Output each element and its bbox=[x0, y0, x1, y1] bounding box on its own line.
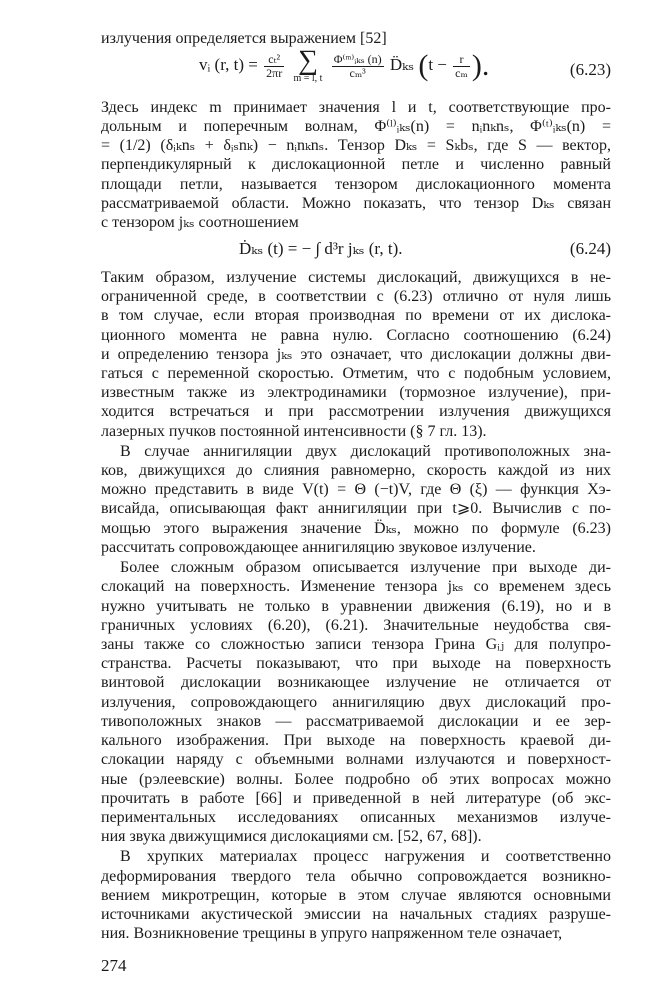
text-line: мощью этого выражения значение D̈ₖₛ, можно по формуле (6.23) bbox=[101, 519, 611, 537]
eq-arg: t − bbox=[428, 55, 447, 75]
equation-body bbox=[101, 45, 490, 85]
text-line: ходится встречаться и при рассмотрении излучения движущихся bbox=[101, 403, 611, 421]
fraction-denominator: cₘ³ bbox=[349, 65, 366, 80]
text-line: заны также со сложностью записи тензора Грина Gᵢⱼ для полупро- bbox=[101, 635, 611, 653]
text-line: граничных условиях (6.20), (6.21). Значительные неудобства свя- bbox=[101, 616, 611, 634]
text-line: ния звука движущимися дислокациями см. [52, 67, 68]). bbox=[101, 828, 482, 846]
text-line: излучения, сопровождающего аннигиляцию двух дислокаций про- bbox=[101, 693, 611, 711]
text-line: ограниченной среде, в соответствии с (6.23) отлично от нуля лишь bbox=[101, 288, 611, 306]
fraction-numerator: Φ⁽ᵐ⁾ᵢₖₛ (n) bbox=[333, 51, 382, 66]
sum-sign: ∑ bbox=[297, 45, 318, 77]
text-line: ния. Возникновение трещины в упруго напряженном теле означает, bbox=[101, 925, 563, 942]
summation bbox=[293, 45, 323, 85]
equation-number: (6.24) bbox=[569, 239, 611, 259]
fraction bbox=[453, 53, 470, 80]
fraction bbox=[332, 53, 384, 80]
fraction-denominator: 2πr bbox=[266, 65, 283, 80]
text-line: и определению тензора jₖₛ это означает, что дислокации должны дви- bbox=[101, 345, 611, 363]
text-line: рассчитать сопровождающее аннигиляцию звуковое излучение. bbox=[101, 538, 536, 556]
text-line: в том случае, если вторая производная по времени от их дислока- bbox=[101, 307, 611, 325]
equation-body: Ḋₖₛ (t) = − ∫ d³r jₖₛ (r, t). bbox=[239, 239, 403, 259]
fraction-denominator: cₘ bbox=[455, 65, 468, 80]
text-line: винтовой дислокации возникающее излучение не отличается от bbox=[101, 674, 611, 692]
text-line: В случае аннигиляции двух дислокаций противоположных зна- bbox=[120, 442, 611, 460]
text-line: слокации наряду с объемными волнами излучаются и поверхност- bbox=[101, 751, 611, 769]
equation-6-23 bbox=[101, 45, 611, 94]
text-line: площади петли, называется тензором дислокационного момента bbox=[101, 175, 611, 193]
text-line: нужно учитывать не только в уравнении движения (6.19), но и в bbox=[101, 597, 611, 615]
text-line: Таким образом, излучение системы дислокаций, движущихся в не- bbox=[101, 268, 611, 286]
fraction-numerator: cₜ² bbox=[264, 53, 284, 67]
text-line: ционного момента не равна нулю. Согласно соотношению (6.24) bbox=[101, 326, 611, 344]
text-line: перпендикулярный к дислокационной петле и численно равный bbox=[101, 156, 611, 174]
text-line: странства. Расчеты показывают, что при выходе на поверхность bbox=[101, 655, 611, 673]
text-line: источниками акустической эмиссии на начальных стадиях разруше- bbox=[101, 906, 611, 923]
text-line: рассматриваемой области. Можно показать, что тензор Dₖₛ связан bbox=[101, 194, 611, 212]
text-line: деформирования твердого тела обычно сопровождается возникно- bbox=[101, 867, 611, 885]
equation-number: (6.23) bbox=[569, 60, 611, 80]
text-line: прочитать в работе [66] и приведенной в ней литературе (об экс- bbox=[101, 789, 611, 807]
text-line: кального изображения. При выходе на поверхность краевой ди- bbox=[101, 732, 611, 750]
text-line: висайда, описывающая факт аннигиляции при t⩾0. Вычислив с по- bbox=[101, 500, 611, 518]
text-line: = (1/2) (δᵢₖnₛ + δᵢₛnₖ) − nᵢnₖnₛ. Тензор Dₖₛ = Sₖbₛ, где S — вектор, bbox=[101, 137, 611, 155]
text-line: ные (рэлеевские) волны. Более подробно об этих вопросах можно bbox=[101, 770, 611, 788]
text-line: известным также из электродинамики (тормозное излучение), при- bbox=[101, 384, 611, 402]
text-line: лазерных пучков постоянной интенсивности (§ 7 гл. 13). bbox=[101, 422, 487, 440]
equation-6-24 bbox=[101, 233, 611, 267]
fraction bbox=[264, 53, 284, 80]
eq-lhs: vᵢ (r, t) = bbox=[199, 55, 258, 75]
text-line: гаться с переменной скоростью. Отметим, что с подобным условием, bbox=[101, 365, 611, 383]
text-line: ков, движущихся до слияния равномерно, скорость каждой из них bbox=[101, 462, 611, 480]
text-line: Более сложным образом описывается излучение при выходе ди- bbox=[120, 559, 611, 577]
text-line: Здесь индекс m принимает значения l и t, соответствующие про- bbox=[101, 98, 611, 116]
eq-tensor: D̈ₖₛ bbox=[389, 55, 415, 75]
paren-close: ). bbox=[471, 49, 490, 83]
sum-limits: m = l, t bbox=[293, 73, 323, 85]
text-line: излучения определяется выражением [52] bbox=[101, 30, 387, 47]
text-line: с тензором jₖₛ соотношением bbox=[101, 213, 299, 231]
text-line: дольным и поперечным волнам, Φ⁽ˡ⁾ᵢₖₛ(n) = nᵢnₖnₛ, Φ⁽ᵗ⁾ᵢₖₛ(n) = bbox=[101, 117, 611, 135]
fraction-numerator: r bbox=[453, 53, 470, 67]
text-line: В хрупких материалах процесс нагружения и соответственно bbox=[120, 848, 611, 866]
page-number: 274 bbox=[101, 956, 127, 975]
text-line: слокаций на поверхность. Изменение тензора jₖₛ со временем здесь bbox=[101, 578, 611, 596]
text-line: периментальных исследованиях описанных механизмов излуче- bbox=[101, 808, 611, 826]
text-line: можно представить в виде V(t) = Θ (−t)V, где Θ (ξ) — функция Хэ- bbox=[101, 481, 611, 499]
text-line: тивоположных знаков — рассматриваемой дислокации и ее зер- bbox=[101, 712, 611, 730]
paren-open: ( bbox=[418, 49, 429, 83]
text-line: вением микротрещин, которые в этом случае являются основными bbox=[101, 886, 611, 904]
